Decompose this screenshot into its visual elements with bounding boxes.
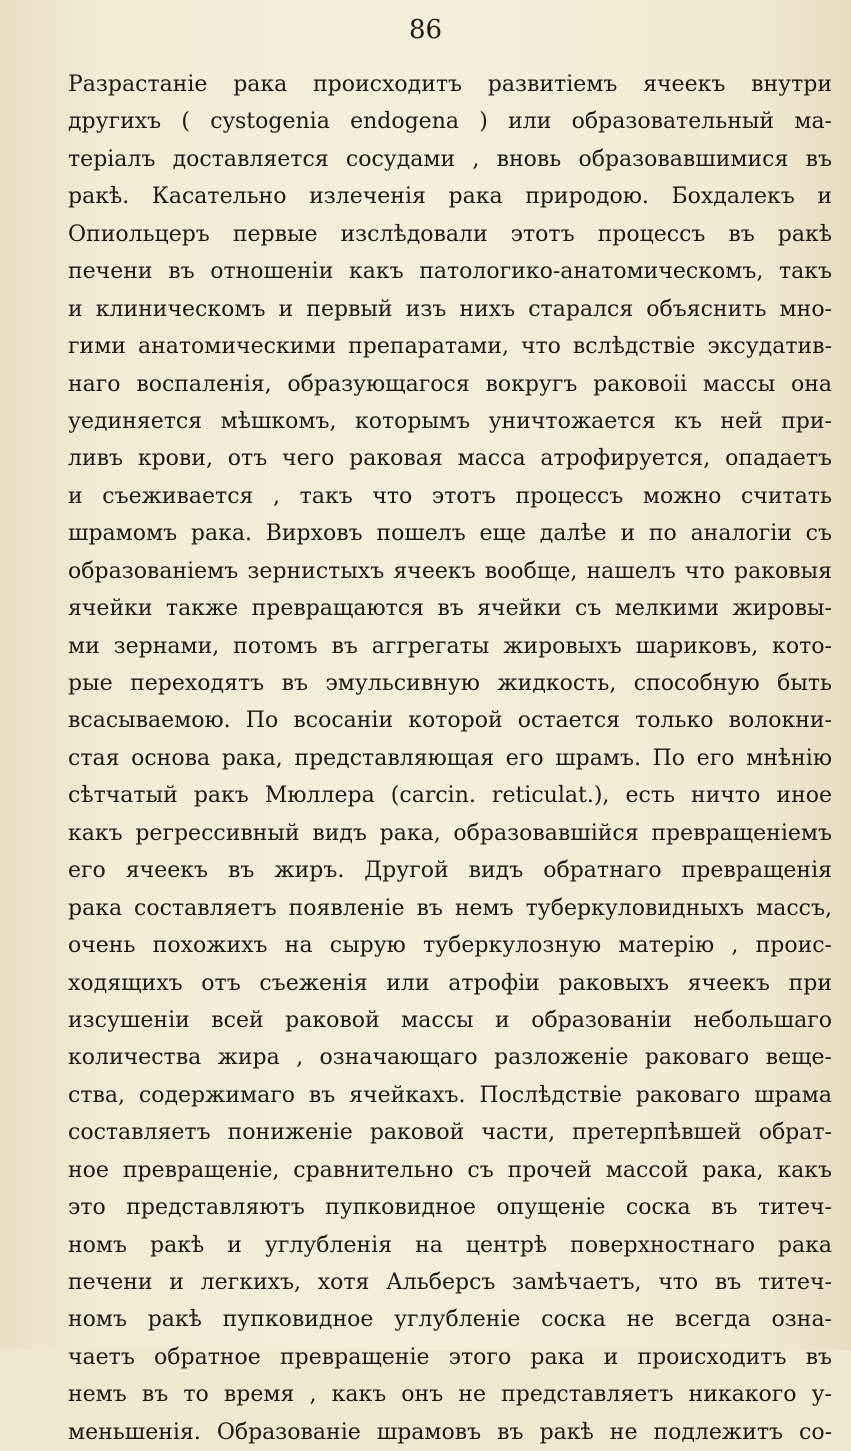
body-text	[68, 66, 832, 1451]
text-line: другихъ ( cystogenia endogena ) или образовательный ма-	[68, 109, 832, 135]
text-line: Опиольцеръ первые изслѣдовали этотъ процессъ въ ракѣ	[68, 221, 832, 247]
text-line: ное превращеніе, сравнительно съ прочей массой рака, какъ	[68, 1157, 832, 1183]
text-line: уединяется мѣшкомъ, которымъ уничтожается къ ней при-	[68, 408, 832, 434]
text-line: рые переходятъ въ эмульсивную жидкость, способную быть	[68, 671, 832, 696]
text-line: очень похожихъ на сырую туберкулозную матерію , проис-	[68, 933, 832, 959]
text-line: ячейки также превращаются въ ячейки съ мелкими жировы-	[68, 596, 832, 622]
text-line: теріалъ доставляется сосудами , вновь образовавшимися въ	[68, 146, 832, 172]
text-line: наго воспаленія, образующагося вокругъ раковоіі массы она	[68, 371, 832, 397]
text-line: ракѣ. Касательно излеченія рака природою. Бохдалекъ и	[68, 184, 832, 210]
page-number: 86	[408, 15, 443, 45]
text-line: образованіемъ зернистыхъ ячеекъ вообще, нашелъ что раковыя	[68, 558, 832, 584]
text-line: стая основа рака, представляющая его шрамъ. По его мнѣнію	[68, 745, 832, 771]
text-line: его ячеекъ въ жиръ. Другой видъ обратнаго превращенія	[68, 858, 832, 884]
text-line: меньшенія. Образованіе шрамовъ въ ракѣ не подлежитъ со-	[68, 1419, 832, 1445]
text-line: гими анатомическими препаратами, что вслѣдствіе эксудатив-	[68, 334, 832, 360]
text-line: сѣтчатый ракъ Мюллера (carcin. reticulat.), есть ничто иное	[68, 783, 832, 809]
text-line: составляетъ пониженіе раковой части, претерпѣвшей обрат-	[68, 1120, 832, 1146]
text-line: чаетъ обратное превращеніе этого рака и происходитъ въ	[68, 1344, 832, 1370]
text-line: ми зернами, потомъ въ аггрегаты жировыхъ шариковъ, кото-	[68, 633, 832, 659]
text-line: ливъ крови, отъ чего раковая масса атрофируется, опадаетъ	[68, 446, 832, 472]
text-line: печени и легкихъ, хотя Альберсъ замѣчаетъ, что въ титеч-	[68, 1270, 832, 1295]
text-line: это представляютъ пупковидное опущеніе соска въ титеч-	[68, 1195, 832, 1221]
text-line: и съеживается , такъ что этотъ процессъ можно считать	[68, 483, 832, 509]
text-line: немъ въ то время , какъ онъ не представляетъ никакого у-	[68, 1382, 832, 1408]
text-line: и клиническомъ и первый изъ нихъ старался объяснить мно-	[68, 296, 832, 322]
text-line: ходящихъ отъ съеженія или атрофіи раковыхъ ячеекъ при	[68, 970, 832, 996]
text-line: ства, содержимаго въ ячейкахъ. Послѣдствіе раковаго шрама	[68, 1082, 832, 1108]
text-line: номъ ракѣ и углубленія на центрѣ поверхностнаго рака	[68, 1232, 832, 1258]
text-line: количества жира , означающаго разложеніе раковаго веще-	[68, 1045, 832, 1071]
text-line: Разрастаніе рака происходитъ развитіемъ ячеекъ внутри	[68, 72, 832, 97]
text-line: печени въ отношеніи какъ патологико-анатомическомъ, такъ	[68, 259, 832, 285]
text-line: рака составляетъ появленіе въ немъ туберкуловидныхъ массъ,	[68, 895, 832, 921]
text-line: номъ ракѣ пупковидное углубленіе соска не всегда озна-	[68, 1307, 832, 1333]
text-line: всасываемою. По всосаніи которой остается только волокни-	[68, 708, 832, 734]
text-line: изсушеніи всей раковой массы и образованіи небольшаго	[68, 1007, 832, 1033]
text-line: какъ регрессивный видъ рака, образовавшійся превращеніемъ	[68, 820, 832, 846]
text-line: шрамомъ рака. Вирховъ пошелъ еще далѣе и по аналогіи съ	[68, 521, 832, 547]
